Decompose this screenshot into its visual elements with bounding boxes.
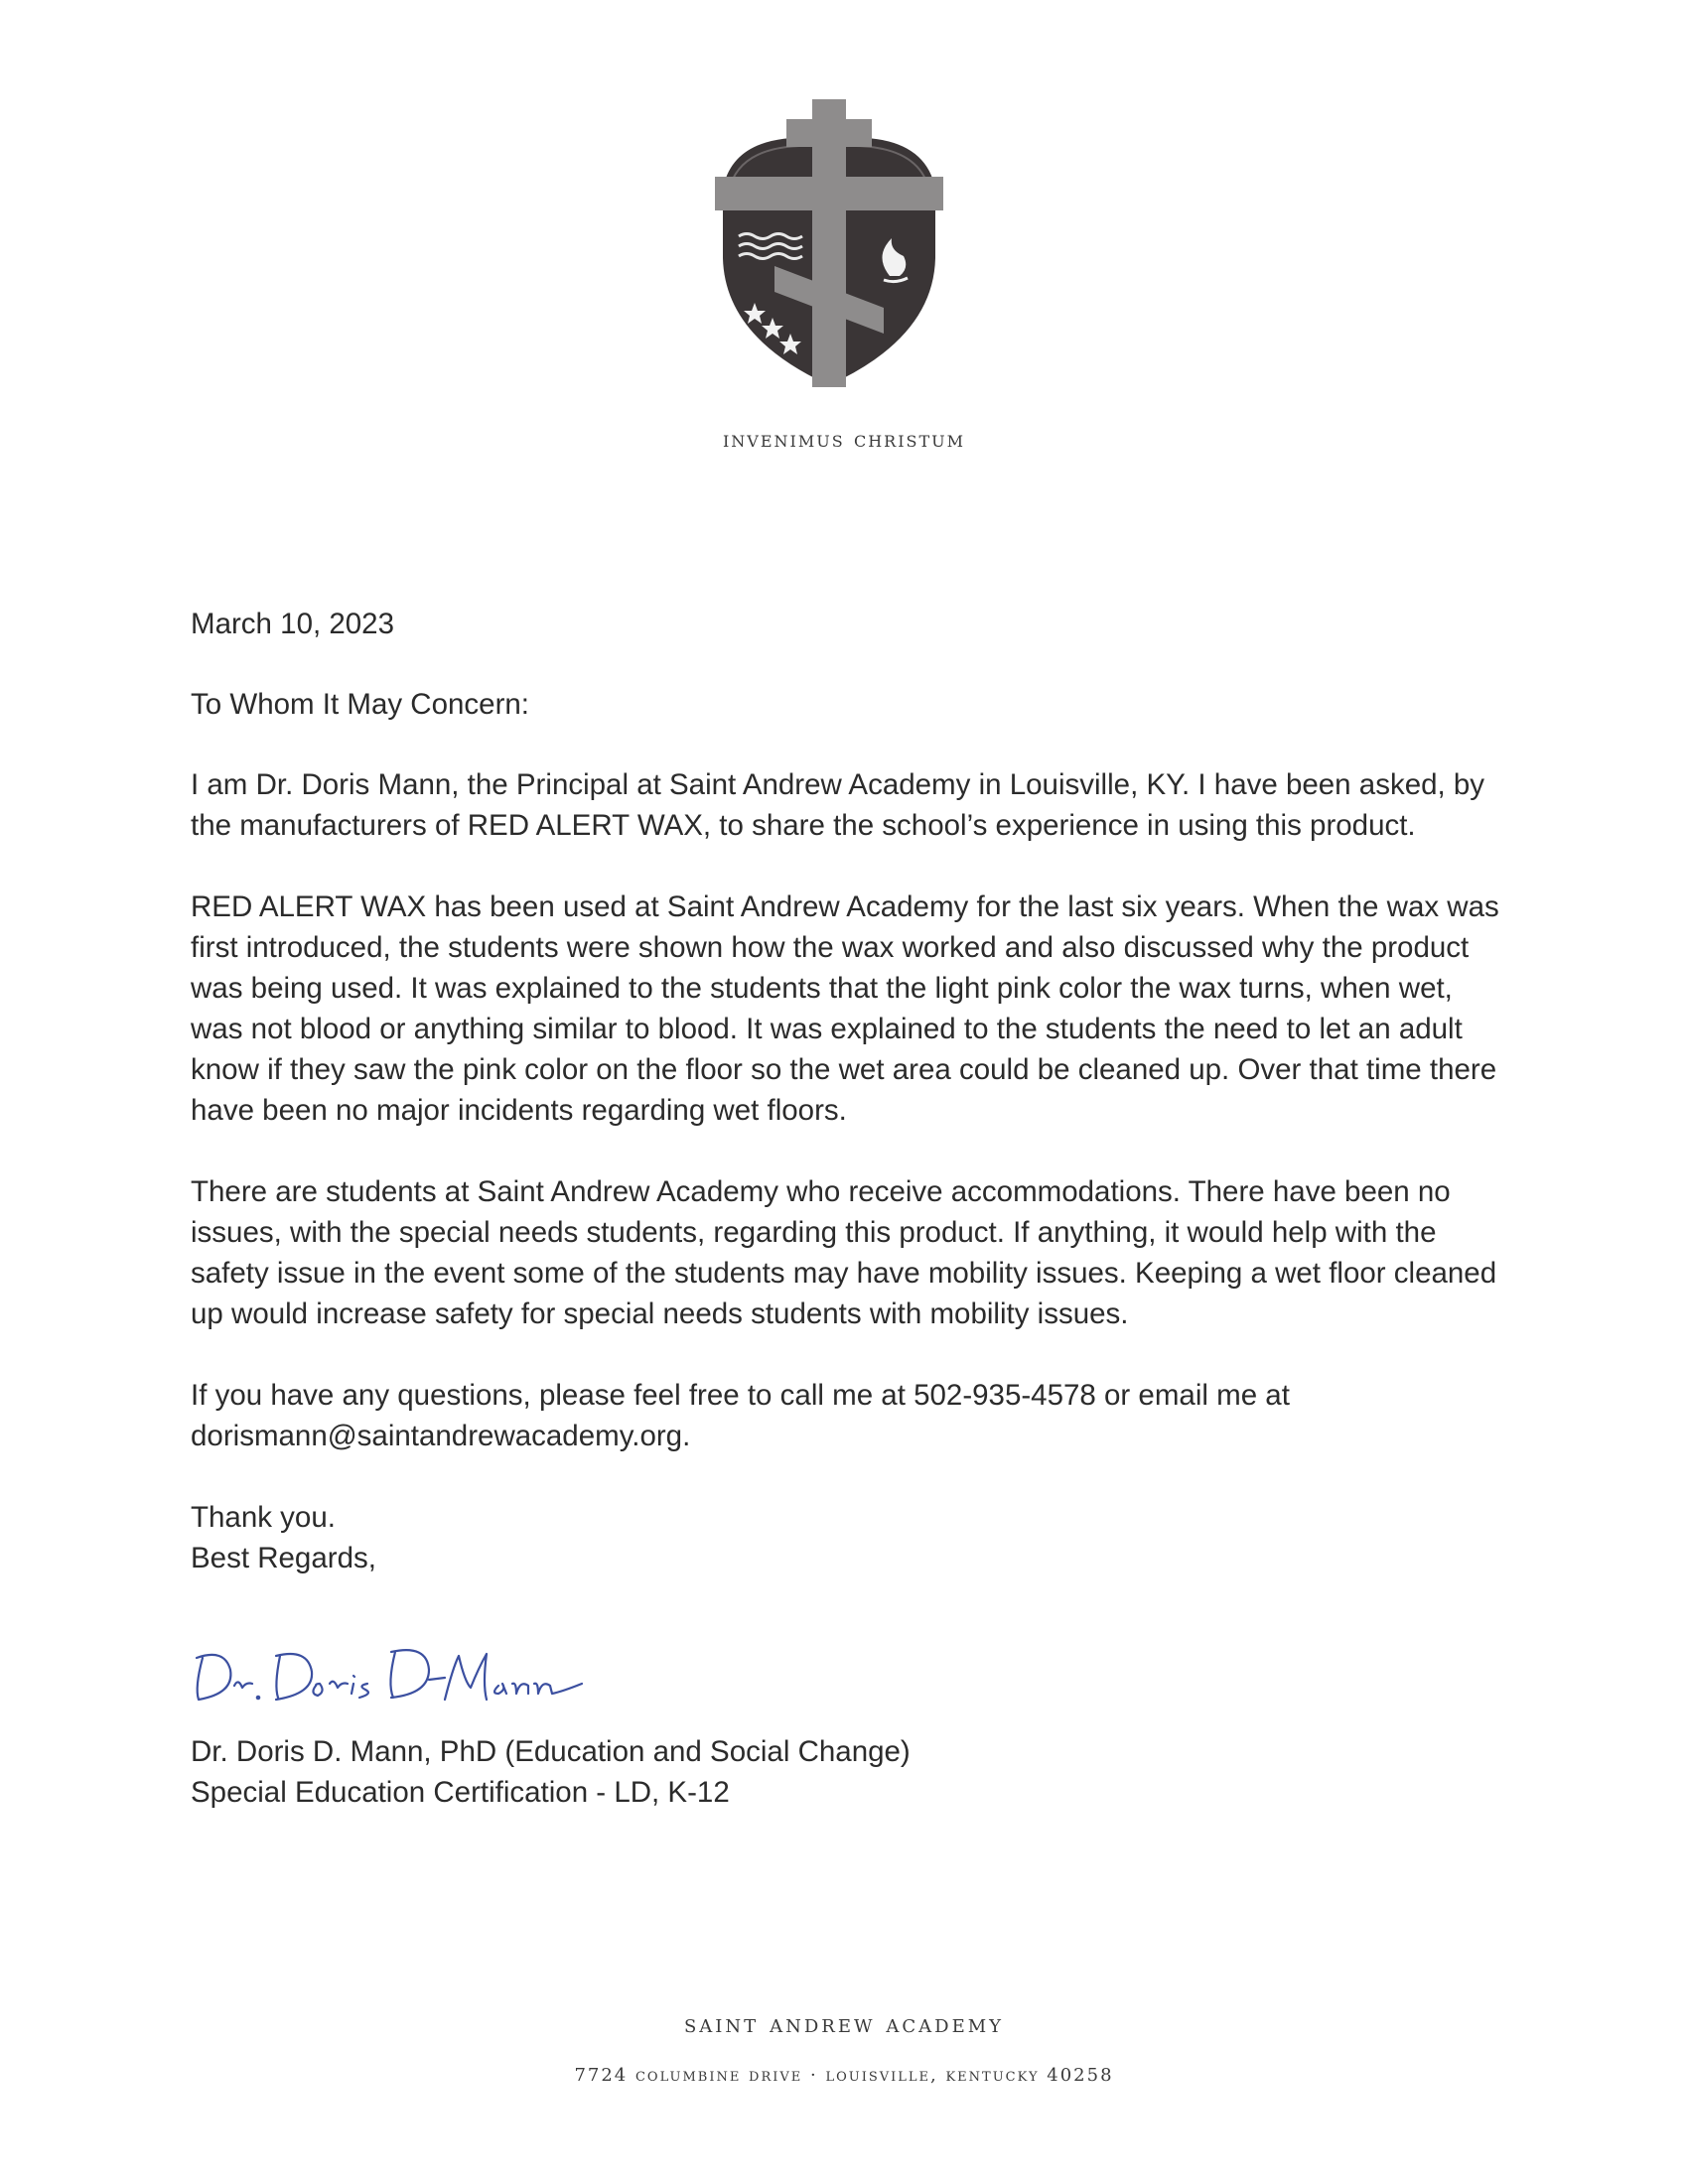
- footer-address: 7724 columbine drive · louisville, kentucky 40258: [574, 2065, 1114, 2086]
- letter-paragraph: I am Dr. Doris Mann, the Principal at Saint Andrew Academy in Louisville, KY. I have been asked, by the manufacturers of RED ALERT WAX, to share the school’s experience in using this product.: [191, 768, 1485, 842]
- footer-school-name: saint andrew academy: [683, 2009, 1005, 2038]
- letter-date: March 10, 2023: [191, 608, 394, 640]
- letter-paragraph: If you have any questions, please feel free to call me at 502-935-4578 or email me at dorismann@saintandrewacademy.org.: [191, 1379, 1290, 1452]
- handwritten-signature: [185, 1628, 602, 1717]
- letter-body: [191, 604, 1511, 1578]
- letter-closing-regards: Best Regards,: [191, 1542, 376, 1574]
- signer-name: Dr. Doris D. Mann, PhD (Education and Social Change): [191, 1735, 911, 1768]
- letter-closing-thanks: Thank you.: [191, 1501, 336, 1534]
- school-motto: invenimus christum: [722, 427, 966, 453]
- signer-credential: Special Education Certification - LD, K-12: [191, 1776, 730, 1809]
- letter-paragraph: There are students at Saint Andrew Academy who receive accommodations. There have been no issues, with the special needs students, regarding this product. If anything, it would help with the safety issue in the event some of the students may have mobility issues. Keeping a wet floor cleaned up would increase safety for special needs students with mobility issues.: [191, 1175, 1497, 1330]
- school-crest-icon: [715, 99, 943, 387]
- letter-salutation: To Whom It May Concern:: [191, 688, 529, 721]
- letter-paragraph: RED ALERT WAX has been used at Saint Andrew Academy for the last six years. When the wax was first introduced, the students were shown how the wax worked and also discussed why the product was being used. It was explained to the students that the light pink color the wax turns, when wet, was not blood or anything similar to blood. It was explained to the students the need to let an adult know if they saw the pink color on the floor so the wet area could be cleaned up. Over that time there have been no major incidents regarding wet floors.: [191, 890, 1499, 1127]
- signer-block: [191, 1731, 911, 1813]
